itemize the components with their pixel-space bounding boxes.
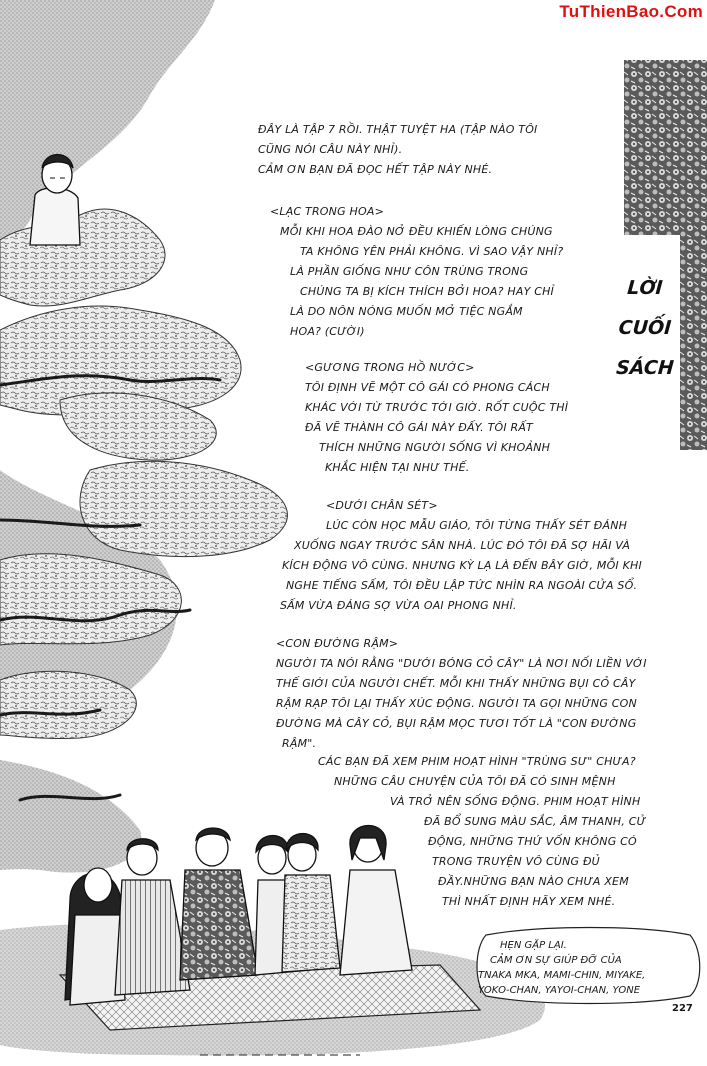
- closing-line: CÁC BẠN ĐÃ XEM PHIM HOẠT HÌNH "TRÙNG SƯ" CHƯA?: [318, 755, 636, 768]
- section-line: KHẮC HIỆN TẠI NHƯ THẾ.: [325, 461, 470, 474]
- section-line: ĐÃ VẼ THÀNH CÔ GÁI NÀY ĐẤY. TÔI RẤT: [305, 421, 533, 434]
- page-number: 227: [672, 1003, 693, 1014]
- credits-line: CẢM ƠN SỰ GIÚP ĐỠ CỦA: [490, 955, 622, 966]
- intro-line: CŨNG NÓI CÂU NÀY NHỈ).: [258, 143, 403, 156]
- section-line: MỖI KHI HOA ĐÀO NỞ ĐỀU KHIẾN LÒNG CHÚNG: [280, 225, 553, 238]
- section-line: LÀ DO NÔN NÓNG MUỐN MỞ TIỆC NGẮM: [290, 305, 523, 318]
- intro-line: CẢM ƠN BẠN ĐÃ ĐỌC HẾT TẬP NÀY NHÉ.: [258, 163, 493, 176]
- section-line: RẬM RẠP TÔI LẠI THẤY XÚC ĐỘNG. NGƯỜI TA GỌI NHỮNG CON: [276, 697, 637, 710]
- section-line: LÀ PHẦN GIỐNG NHƯ CÔN TRÙNG TRONG: [290, 265, 529, 278]
- section-line: CHÚNG TA BỊ KÍCH THÍCH BỞI HOA? HAY CHỈ: [300, 285, 554, 298]
- section-line: LÚC CÒN HỌC MẪU GIÁO, TÔI TỪNG THẤY SÉT ĐÁNH: [326, 519, 628, 532]
- site-watermark: TuThienBao.Com: [559, 2, 703, 21]
- section-line: NGƯỜI TA NÓI RẰNG "DƯỚI BÓNG CỎ CÂY" LÀ NƠI NỐI LIỀN VỚI: [276, 657, 647, 670]
- intro-paragraph: [258, 120, 538, 180]
- section-heading: <GƯƠNG TRONG HỒ NƯỚC>: [305, 361, 475, 374]
- closing-line: THÌ NHẤT ĐỊNH HÃY XEM NHÉ.: [442, 895, 616, 908]
- section-heading: <DƯỚI CHÂN SÉT>: [326, 499, 438, 512]
- closing-line: ĐÃ BỔ SUNG MÀU SẮC, ÂM THANH, CỬ: [424, 815, 647, 828]
- closing-paragraph: [318, 752, 646, 912]
- credits-bubble: [478, 938, 645, 998]
- section-line: NGHE TIẾNG SẤM, TÔI ĐỀU LẬP TỨC NHÌN RA NGOÀI CỬA SỔ.: [286, 579, 638, 592]
- section-line: ĐƯỜNG MÀ CÂY CỎ, BỤI RẬM MỌC TƯƠI TỐT LÀ "CON ĐƯỜNG: [276, 717, 637, 730]
- section-line: HOA? (CƯỜI): [290, 325, 365, 338]
- section-guong-trong-ho-nuoc: [305, 358, 568, 478]
- section-con-duong-ram: [276, 634, 647, 754]
- credits-line: TNAKA MKA, MAMI-CHIN, MIYAKE,: [478, 970, 646, 981]
- section-line: KÍCH ĐỘNG VÔ CÙNG. NHƯNG KỲ LẠ LÀ ĐẾN BÂY GIỜ, MỖI KHI: [282, 559, 642, 572]
- credits-line: YOKO-CHAN, YAYOI-CHAN, YONE: [478, 985, 641, 996]
- closing-line: ĐỘNG, NHỮNG THỨ VỐN KHÔNG CÓ: [428, 835, 637, 848]
- section-line: THÍCH NHỮNG NGƯỜI SỐNG VÌ KHOẢNH: [319, 441, 551, 454]
- closing-line: NHỮNG CÂU CHUYỆN CỦA TÔI ĐÃ CÓ SINH MỆNH: [334, 775, 616, 788]
- section-line: SẤM VỪA ĐÁNG SỢ VỪA OAI PHONG NHỈ.: [280, 599, 517, 612]
- section-lac-trong-hoa: [270, 202, 563, 342]
- section-line: KHÁC VỚI TỪ TRƯỚC TỚI GIỜ. RỐT CUỘC THÌ: [305, 401, 569, 414]
- section-duoi-chan-set: [280, 496, 642, 616]
- closing-line: TRONG TRUYỆN VÔ CÙNG ĐỦ: [432, 855, 600, 868]
- closing-line: VÀ TRỞ NÊN SỐNG ĐỘNG. PHIM HOẠT HÌNH: [390, 795, 641, 808]
- section-heading: <LẠC TRONG HOA>: [270, 205, 384, 218]
- section-line: THẾ GIỚI CỦA NGƯỜI CHẾT. MỖI KHI THẤY NHỮNG BỤI CỎ CÂY: [276, 677, 636, 690]
- credits-line: HẸN GẶP LẠI.: [500, 940, 567, 951]
- section-line: RẬM".: [282, 737, 317, 750]
- intro-line: ĐÂY LÀ TẬP 7 RỒI. THẬT TUYỆT HA (TẬP NÀO TÔI: [258, 123, 538, 136]
- section-line: TÔI ĐỊNH VẼ MỘT CÔ GÁI CÓ PHONG CÁCH: [305, 381, 550, 394]
- section-heading: <CON ĐƯỜNG RẬM>: [276, 637, 399, 650]
- title-line-1: LỜI: [626, 277, 664, 299]
- title-line-2: CUỐI: [617, 317, 673, 339]
- title-line-3: SÁCH: [615, 357, 675, 379]
- section-line: TA KHÔNG YÊN PHẢI KHÔNG. VÌ SAO VẬY NHỈ?: [300, 245, 564, 258]
- closing-line: ĐẦY.NHỮNG BẠN NÀO CHƯA XEM: [438, 875, 629, 888]
- section-line: XUỐNG NGAY TRƯỚC SÂN NHÀ. LÚC ĐÓ TÔI ĐÃ SỢ HÃI VÀ: [294, 539, 631, 552]
